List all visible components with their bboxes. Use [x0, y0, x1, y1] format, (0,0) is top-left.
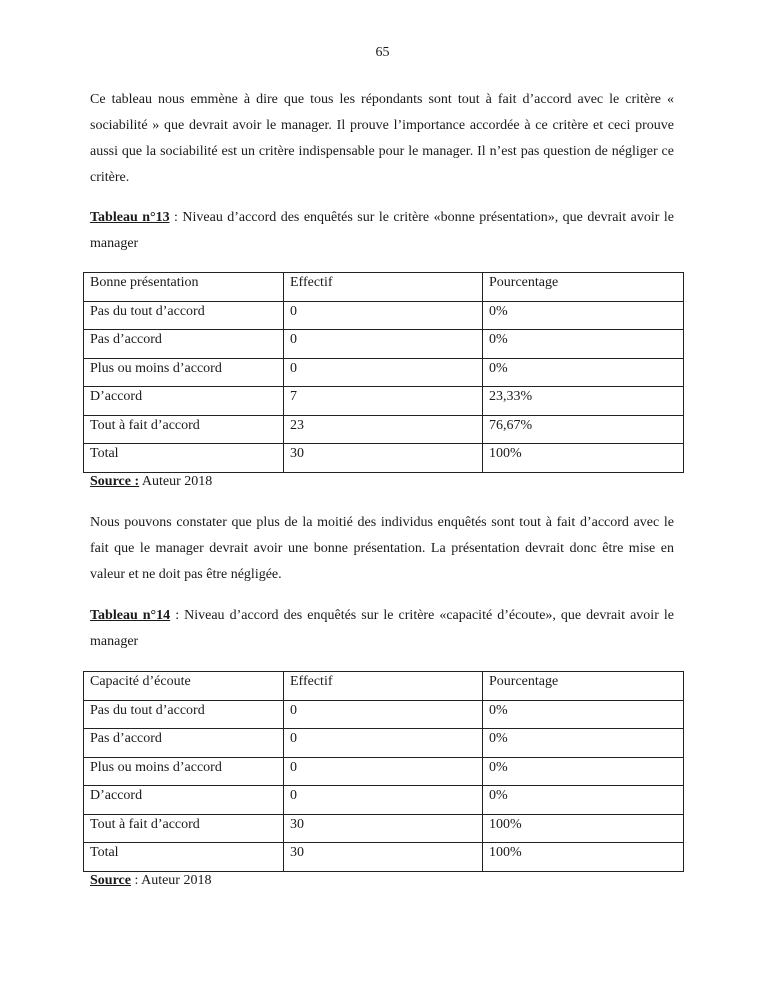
- table-14-caption: [90, 603, 674, 655]
- table-13-caption: [90, 205, 674, 257]
- table-row: [84, 757, 684, 786]
- table-cell: Pas d’accord: [84, 729, 284, 758]
- table-cell: D’accord: [84, 786, 284, 815]
- table-14: [83, 671, 684, 872]
- table-cell: 0%: [483, 358, 684, 387]
- table-cell: 0: [284, 729, 483, 758]
- table-14-caption-tag: Tableau n°14: [90, 608, 171, 623]
- table-cell: 0%: [483, 301, 684, 330]
- table-row: [84, 330, 684, 359]
- table-cell: Total: [84, 843, 284, 872]
- table-cell: Plus ou moins d’accord: [84, 757, 284, 786]
- header-cell: Effectif: [284, 273, 483, 302]
- table-cell: Tout à fait d’accord: [84, 814, 284, 843]
- table-cell: 0%: [483, 729, 684, 758]
- table-13-source: [90, 474, 212, 490]
- table-14-source: [90, 873, 211, 889]
- header-cell: Pourcentage: [483, 273, 684, 302]
- table-cell: 0: [284, 757, 483, 786]
- table-row: [84, 387, 684, 416]
- table-row: [84, 729, 684, 758]
- table-cell: 23: [284, 415, 483, 444]
- source-label: Source: [90, 873, 131, 888]
- source-text: Auteur 2018: [139, 474, 213, 489]
- source-text: : Auteur 2018: [130, 873, 212, 888]
- table-cell: Pas d’accord: [84, 330, 284, 359]
- table-13: [83, 272, 684, 473]
- table-total-row: [84, 444, 684, 473]
- table-cell: 0: [284, 330, 483, 359]
- table-row: [84, 700, 684, 729]
- table-row: [84, 786, 684, 815]
- table-13-caption-tag: Tableau n°13: [90, 210, 170, 225]
- table-cell: 0: [284, 301, 483, 330]
- header-cell: Bonne présentation: [84, 273, 284, 302]
- table-cell: 100%: [483, 843, 684, 872]
- table-header-row: [84, 672, 684, 701]
- table-cell: Pas du tout d’accord: [84, 301, 284, 330]
- table-cell: 100%: [483, 814, 684, 843]
- table-cell: 30: [284, 444, 483, 473]
- table-cell: 30: [284, 814, 483, 843]
- table-row: [84, 814, 684, 843]
- table-13-caption-text: : Niveau d’accord des enquêtés sur le critère «bonne présentation», que devrait avoir le manager: [90, 210, 674, 251]
- table-cell: 30: [284, 843, 483, 872]
- table-header-row: [84, 273, 684, 302]
- table-cell: D’accord: [84, 387, 284, 416]
- table-cell: 76,67%: [483, 415, 684, 444]
- table-cell: Total: [84, 444, 284, 473]
- header-cell: Pourcentage: [483, 672, 684, 701]
- table-cell: Pas du tout d’accord: [84, 700, 284, 729]
- table-cell: 0%: [483, 757, 684, 786]
- source-label: Source :: [90, 474, 140, 489]
- table-cell: 0%: [483, 786, 684, 815]
- table-row: [84, 358, 684, 387]
- table-cell: 0: [284, 358, 483, 387]
- header-cell: Capacité d’écoute: [84, 672, 284, 701]
- table-cell: Tout à fait d’accord: [84, 415, 284, 444]
- table-cell: 7: [284, 387, 483, 416]
- paragraph-presentation: Nous pouvons constater que plus de la moitié des individus enquêtés sont tout à fait d’accord avec le fait que le manager devrait avoir une bonne présentation. La présentation devrait donc être mise en valeur et ne doit pas être négligée.: [90, 515, 674, 582]
- page-number: 65: [375, 45, 390, 60]
- table-cell: 0%: [483, 330, 684, 359]
- table-total-row: [84, 843, 684, 872]
- table-cell: 0: [284, 786, 483, 815]
- table-cell: 23,33%: [483, 387, 684, 416]
- table-cell: 0%: [483, 700, 684, 729]
- paragraph-sociabilite: Ce tableau nous emmène à dire que tous les répondants sont tout à fait d’accord avec le critère « sociabilité » que devrait avoir le manager. Il prouve l’importance accordée à ce critère et ceci prouve aussi que la sociabilité est un critère indispensable pour le manager. Il n’est pas question de négliger ce critère.: [90, 92, 674, 185]
- table-cell: 100%: [483, 444, 684, 473]
- table-cell: 0: [284, 700, 483, 729]
- table-row: [84, 301, 684, 330]
- table-cell: Plus ou moins d’accord: [84, 358, 284, 387]
- table-14-caption-text: : Niveau d’accord des enquêtés sur le critère «capacité d’écoute», que devrait avoir le manager: [90, 608, 674, 649]
- table-row: [84, 415, 684, 444]
- header-cell: Effectif: [284, 672, 483, 701]
